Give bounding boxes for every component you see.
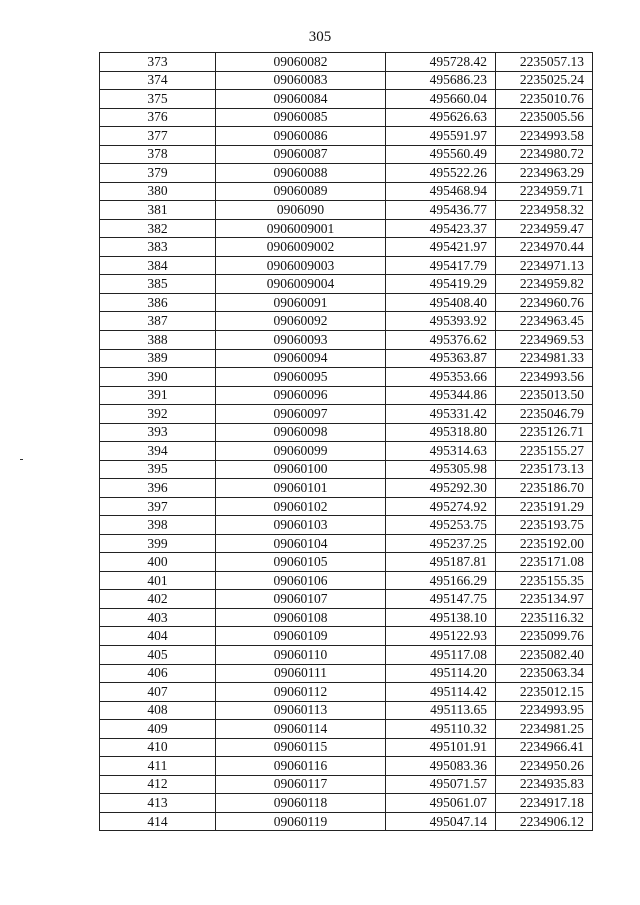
point-code-cell: 09060105 xyxy=(216,553,386,572)
point-code-cell: 09060093 xyxy=(216,330,386,349)
table-row xyxy=(100,553,593,572)
point-code-cell: 09060111 xyxy=(216,664,386,683)
table-row xyxy=(100,90,593,109)
row-number-cell: 395 xyxy=(100,460,216,479)
table-row xyxy=(100,127,593,146)
point-code-cell: 09060106 xyxy=(216,571,386,590)
x-coordinate-cell: 495274.92 xyxy=(386,497,496,516)
y-coordinate-cell: 2235099.76 xyxy=(496,627,593,646)
x-coordinate-cell: 495522.26 xyxy=(386,164,496,183)
point-code-cell: 09060096 xyxy=(216,386,386,405)
row-number-cell: 398 xyxy=(100,516,216,535)
x-coordinate-cell: 495138.10 xyxy=(386,608,496,627)
x-coordinate-cell: 495253.75 xyxy=(386,516,496,535)
point-code-cell: 09060095 xyxy=(216,368,386,387)
x-coordinate-cell: 495560.49 xyxy=(386,145,496,164)
point-code-cell: 09060118 xyxy=(216,794,386,813)
point-code-cell: 09060084 xyxy=(216,90,386,109)
table-row xyxy=(100,757,593,776)
y-coordinate-cell: 2234958.32 xyxy=(496,201,593,220)
x-coordinate-cell: 495187.81 xyxy=(386,553,496,572)
row-number-cell: 384 xyxy=(100,256,216,275)
y-coordinate-cell: 2234935.83 xyxy=(496,775,593,794)
row-number-cell: 392 xyxy=(100,405,216,424)
x-coordinate-cell: 495071.57 xyxy=(386,775,496,794)
x-coordinate-cell: 495393.92 xyxy=(386,312,496,331)
point-code-cell: 09060087 xyxy=(216,145,386,164)
row-number-cell: 382 xyxy=(100,219,216,238)
x-coordinate-cell: 495147.75 xyxy=(386,590,496,609)
page-number: 305 xyxy=(308,29,332,45)
row-number-cell: 408 xyxy=(100,701,216,720)
x-coordinate-cell: 495331.42 xyxy=(386,405,496,424)
table-row xyxy=(100,775,593,794)
row-number-cell: 396 xyxy=(100,479,216,498)
y-coordinate-cell: 2235193.75 xyxy=(496,516,593,535)
table-row xyxy=(100,701,593,720)
table-row xyxy=(100,330,593,349)
row-number-cell: 375 xyxy=(100,90,216,109)
point-code-cell: 09060114 xyxy=(216,720,386,739)
y-coordinate-cell: 2235155.27 xyxy=(496,442,593,461)
row-number-cell: 409 xyxy=(100,720,216,739)
table-row xyxy=(100,812,593,831)
table-row xyxy=(100,794,593,813)
point-code-cell: 09060092 xyxy=(216,312,386,331)
point-code-cell: 09060104 xyxy=(216,534,386,553)
row-number-cell: 390 xyxy=(100,368,216,387)
y-coordinate-cell: 2234960.76 xyxy=(496,293,593,312)
x-coordinate-cell: 495686.23 xyxy=(386,71,496,90)
y-coordinate-cell: 2235186.70 xyxy=(496,479,593,498)
y-coordinate-cell: 2234970.44 xyxy=(496,238,593,257)
row-number-cell: 373 xyxy=(100,53,216,72)
table-row xyxy=(100,386,593,405)
point-code-cell: 09060083 xyxy=(216,71,386,90)
table-row xyxy=(100,516,593,535)
row-number-cell: 386 xyxy=(100,293,216,312)
x-coordinate-cell: 495114.42 xyxy=(386,683,496,702)
point-code-cell: 0906009004 xyxy=(216,275,386,294)
point-code-cell: 0906009003 xyxy=(216,256,386,275)
x-coordinate-cell: 495292.30 xyxy=(386,479,496,498)
point-code-cell: 09060091 xyxy=(216,293,386,312)
y-coordinate-cell: 2234959.47 xyxy=(496,219,593,238)
table-row xyxy=(100,164,593,183)
y-coordinate-cell: 2234950.26 xyxy=(496,757,593,776)
point-code-cell: 09060086 xyxy=(216,127,386,146)
y-coordinate-cell: 2235012.15 xyxy=(496,683,593,702)
y-coordinate-cell: 2235046.79 xyxy=(496,405,593,424)
y-coordinate-cell: 2234981.25 xyxy=(496,720,593,739)
y-coordinate-cell: 2235192.00 xyxy=(496,534,593,553)
table-row xyxy=(100,201,593,220)
y-coordinate-cell: 2234971.13 xyxy=(496,256,593,275)
point-code-cell: 0906009001 xyxy=(216,219,386,238)
row-number-cell: 405 xyxy=(100,646,216,665)
y-coordinate-cell: 2234969.53 xyxy=(496,330,593,349)
row-number-cell: 374 xyxy=(100,71,216,90)
point-code-cell: 09060116 xyxy=(216,757,386,776)
x-coordinate-cell: 495113.65 xyxy=(386,701,496,720)
row-number-cell: 391 xyxy=(100,386,216,405)
table-row xyxy=(100,646,593,665)
y-coordinate-cell: 2234959.82 xyxy=(496,275,593,294)
y-coordinate-cell: 2235134.97 xyxy=(496,590,593,609)
y-coordinate-cell: 2234993.56 xyxy=(496,368,593,387)
y-coordinate-cell: 2235057.13 xyxy=(496,53,593,72)
point-code-cell: 09060101 xyxy=(216,479,386,498)
y-coordinate-cell: 2235171.08 xyxy=(496,553,593,572)
x-coordinate-cell: 495114.20 xyxy=(386,664,496,683)
y-coordinate-cell: 2234966.41 xyxy=(496,738,593,757)
margin-mark xyxy=(20,459,23,460)
x-coordinate-cell: 495117.08 xyxy=(386,646,496,665)
table-row xyxy=(100,683,593,702)
point-code-cell: 0906009002 xyxy=(216,238,386,257)
point-code-cell: 0906090 xyxy=(216,201,386,220)
table-row xyxy=(100,608,593,627)
y-coordinate-cell: 2234906.12 xyxy=(496,812,593,831)
x-coordinate-cell: 495237.25 xyxy=(386,534,496,553)
y-coordinate-cell: 2234963.45 xyxy=(496,312,593,331)
table-row xyxy=(100,275,593,294)
point-code-cell: 09060108 xyxy=(216,608,386,627)
row-number-cell: 407 xyxy=(100,683,216,702)
row-number-cell: 393 xyxy=(100,423,216,442)
x-coordinate-cell: 495417.79 xyxy=(386,256,496,275)
table-row xyxy=(100,738,593,757)
row-number-cell: 389 xyxy=(100,349,216,368)
row-number-cell: 377 xyxy=(100,127,216,146)
row-number-cell: 394 xyxy=(100,442,216,461)
table-row xyxy=(100,293,593,312)
row-number-cell: 387 xyxy=(100,312,216,331)
table-row xyxy=(100,664,593,683)
table-row xyxy=(100,256,593,275)
table-row xyxy=(100,571,593,590)
y-coordinate-cell: 2235013.50 xyxy=(496,386,593,405)
x-coordinate-cell: 495468.94 xyxy=(386,182,496,201)
table-row xyxy=(100,423,593,442)
row-number-cell: 402 xyxy=(100,590,216,609)
point-code-cell: 09060109 xyxy=(216,627,386,646)
table-row xyxy=(100,534,593,553)
point-code-cell: 09060100 xyxy=(216,460,386,479)
x-coordinate-cell: 495376.62 xyxy=(386,330,496,349)
table-row xyxy=(100,590,593,609)
table-row xyxy=(100,219,593,238)
point-code-cell: 09060117 xyxy=(216,775,386,794)
table-row xyxy=(100,497,593,516)
x-coordinate-cell: 495660.04 xyxy=(386,90,496,109)
y-coordinate-cell: 2235155.35 xyxy=(496,571,593,590)
point-code-cell: 09060112 xyxy=(216,683,386,702)
x-coordinate-cell: 495728.42 xyxy=(386,53,496,72)
point-code-cell: 09060088 xyxy=(216,164,386,183)
x-coordinate-cell: 495110.32 xyxy=(386,720,496,739)
table-row xyxy=(100,108,593,127)
row-number-cell: 385 xyxy=(100,275,216,294)
point-code-cell: 09060099 xyxy=(216,442,386,461)
point-code-cell: 09060110 xyxy=(216,646,386,665)
x-coordinate-cell: 495436.77 xyxy=(386,201,496,220)
y-coordinate-cell: 2235173.13 xyxy=(496,460,593,479)
row-number-cell: 403 xyxy=(100,608,216,627)
y-coordinate-cell: 2235063.34 xyxy=(496,664,593,683)
y-coordinate-cell: 2235025.24 xyxy=(496,71,593,90)
row-number-cell: 410 xyxy=(100,738,216,757)
row-number-cell: 406 xyxy=(100,664,216,683)
row-number-cell: 379 xyxy=(100,164,216,183)
y-coordinate-cell: 2235005.56 xyxy=(496,108,593,127)
table-row xyxy=(100,460,593,479)
x-coordinate-cell: 495591.97 xyxy=(386,127,496,146)
row-number-cell: 388 xyxy=(100,330,216,349)
x-coordinate-cell: 495122.93 xyxy=(386,627,496,646)
table-row xyxy=(100,442,593,461)
table-row xyxy=(100,405,593,424)
table-row xyxy=(100,238,593,257)
x-coordinate-cell: 495314.63 xyxy=(386,442,496,461)
table-row xyxy=(100,479,593,498)
table-row xyxy=(100,349,593,368)
y-coordinate-cell: 2234981.33 xyxy=(496,349,593,368)
x-coordinate-cell: 495626.63 xyxy=(386,108,496,127)
y-coordinate-cell: 2234917.18 xyxy=(496,794,593,813)
y-coordinate-cell: 2234980.72 xyxy=(496,145,593,164)
row-number-cell: 380 xyxy=(100,182,216,201)
row-number-cell: 378 xyxy=(100,145,216,164)
row-number-cell: 383 xyxy=(100,238,216,257)
point-code-cell: 09060102 xyxy=(216,497,386,516)
table-row xyxy=(100,720,593,739)
y-coordinate-cell: 2234993.95 xyxy=(496,701,593,720)
y-coordinate-cell: 2235126.71 xyxy=(496,423,593,442)
point-code-cell: 09060098 xyxy=(216,423,386,442)
y-coordinate-cell: 2235191.29 xyxy=(496,497,593,516)
x-coordinate-cell: 495305.98 xyxy=(386,460,496,479)
point-code-cell: 09060103 xyxy=(216,516,386,535)
point-code-cell: 09060107 xyxy=(216,590,386,609)
table-row xyxy=(100,627,593,646)
y-coordinate-cell: 2234959.71 xyxy=(496,182,593,201)
row-number-cell: 412 xyxy=(100,775,216,794)
coordinates-table xyxy=(99,52,593,831)
x-coordinate-cell: 495061.07 xyxy=(386,794,496,813)
row-number-cell: 404 xyxy=(100,627,216,646)
row-number-cell: 399 xyxy=(100,534,216,553)
table-row xyxy=(100,182,593,201)
x-coordinate-cell: 495363.87 xyxy=(386,349,496,368)
table-row xyxy=(100,312,593,331)
table-row xyxy=(100,145,593,164)
x-coordinate-cell: 495344.86 xyxy=(386,386,496,405)
table-row xyxy=(100,71,593,90)
row-number-cell: 411 xyxy=(100,757,216,776)
y-coordinate-cell: 2235010.76 xyxy=(496,90,593,109)
x-coordinate-cell: 495047.14 xyxy=(386,812,496,831)
point-code-cell: 09060094 xyxy=(216,349,386,368)
row-number-cell: 401 xyxy=(100,571,216,590)
row-number-cell: 414 xyxy=(100,812,216,831)
point-code-cell: 09060082 xyxy=(216,53,386,72)
x-coordinate-cell: 495101.91 xyxy=(386,738,496,757)
coordinates-table-body xyxy=(100,53,593,831)
x-coordinate-cell: 495083.36 xyxy=(386,757,496,776)
point-code-cell: 09060113 xyxy=(216,701,386,720)
point-code-cell: 09060097 xyxy=(216,405,386,424)
row-number-cell: 397 xyxy=(100,497,216,516)
x-coordinate-cell: 495166.29 xyxy=(386,571,496,590)
y-coordinate-cell: 2234993.58 xyxy=(496,127,593,146)
table-row xyxy=(100,368,593,387)
x-coordinate-cell: 495419.29 xyxy=(386,275,496,294)
point-code-cell: 09060119 xyxy=(216,812,386,831)
x-coordinate-cell: 495318.80 xyxy=(386,423,496,442)
row-number-cell: 376 xyxy=(100,108,216,127)
y-coordinate-cell: 2234963.29 xyxy=(496,164,593,183)
row-number-cell: 400 xyxy=(100,553,216,572)
y-coordinate-cell: 2235116.32 xyxy=(496,608,593,627)
x-coordinate-cell: 495353.66 xyxy=(386,368,496,387)
row-number-cell: 413 xyxy=(100,794,216,813)
point-code-cell: 09060085 xyxy=(216,108,386,127)
x-coordinate-cell: 495408.40 xyxy=(386,293,496,312)
point-code-cell: 09060089 xyxy=(216,182,386,201)
point-code-cell: 09060115 xyxy=(216,738,386,757)
row-number-cell: 381 xyxy=(100,201,216,220)
x-coordinate-cell: 495423.37 xyxy=(386,219,496,238)
x-coordinate-cell: 495421.97 xyxy=(386,238,496,257)
table-row xyxy=(100,53,593,72)
y-coordinate-cell: 2235082.40 xyxy=(496,646,593,665)
